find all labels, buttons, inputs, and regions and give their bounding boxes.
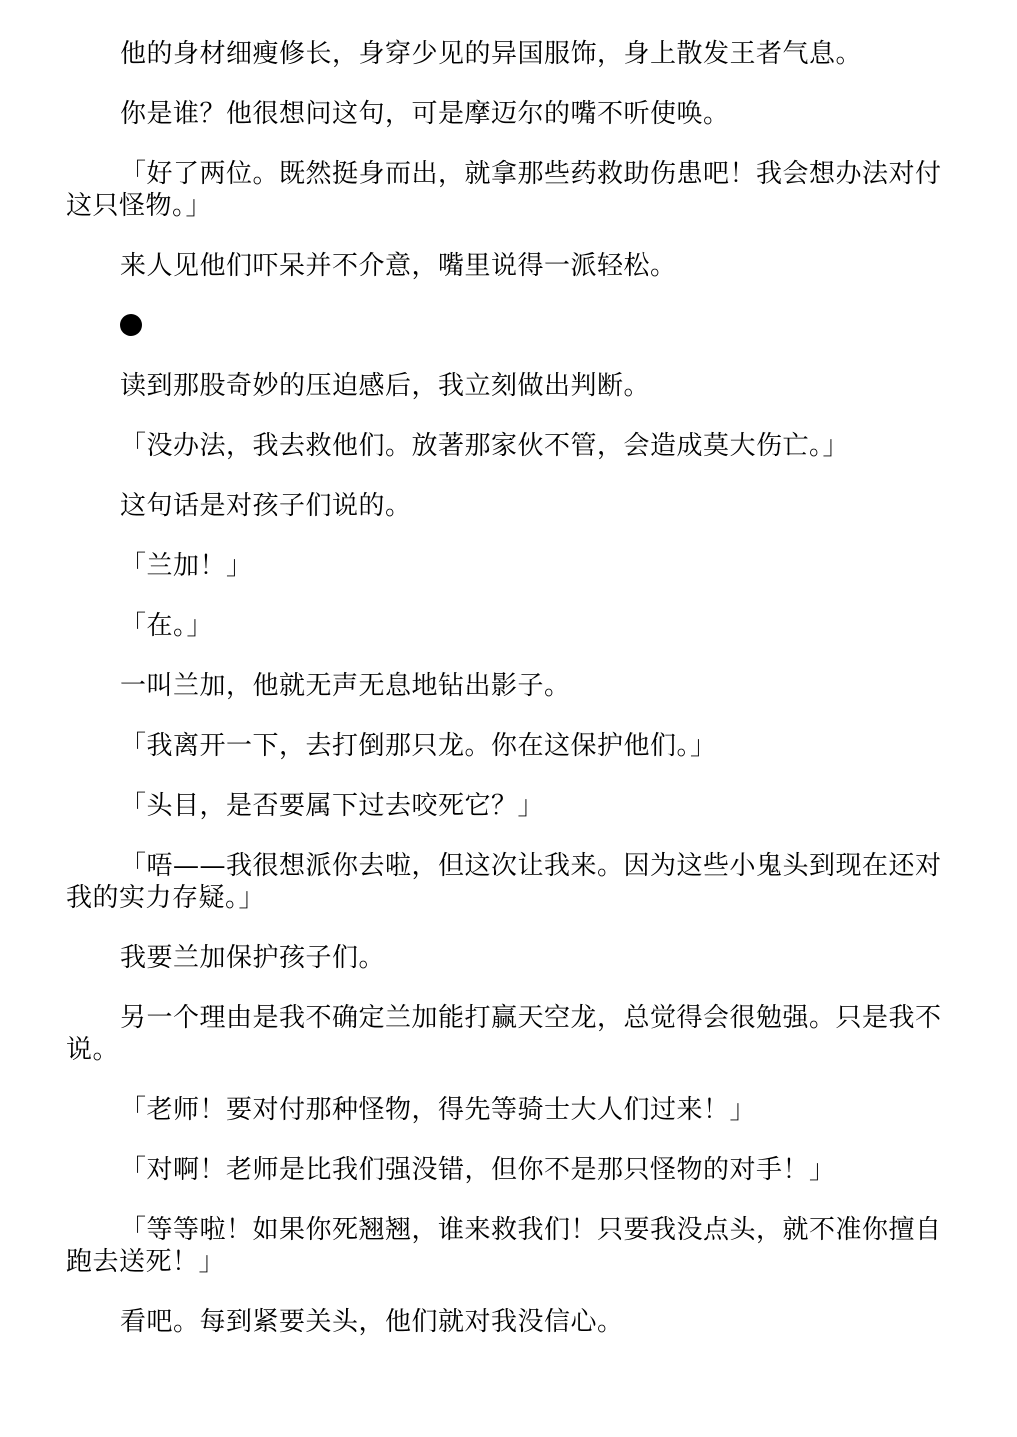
paragraph: 你是谁？他很想问这句，可是摩迈尔的嘴不听使唤。: [120, 99, 730, 129]
paragraph: 「老师！要对付那种怪物，得先等骑士大人们过来！」: [120, 1095, 757, 1125]
bullet-dot-icon: [120, 314, 142, 336]
paragraph: 读到那股奇妙的压迫感后，我立刻做出判断。: [120, 371, 651, 401]
document-page: [66, 38, 946, 1428]
paragraph: 「兰加！」: [120, 551, 253, 581]
paragraph: 一叫兰加，他就无声无息地钻出影子。: [120, 671, 571, 701]
paragraph: 「头目，是否要属下过去咬死它？」: [120, 791, 545, 821]
paragraph: 「等等啦！如果你死翘翘，谁来救我们！只要我没点头，就不准你擅自跑去送死！」: [66, 1215, 942, 1277]
paragraph: 「唔——我很想派你去啦，但这次让我来。因为这些小鬼头到现在还对我的实力存疑。」: [66, 851, 942, 913]
paragraph: 我要兰加保护孩子们。: [120, 943, 386, 973]
paragraph: 看吧。每到紧要关头，他们就对我没信心。: [120, 1307, 624, 1337]
paragraph: 来人见他们吓呆并不介意，嘴里说得一派轻松。: [120, 251, 677, 281]
paragraph: 这句话是对孩子们说的。: [120, 491, 412, 521]
paragraph: 另一个理由是我不确定兰加能打赢天空龙，总觉得会很勉强。只是我不说。: [66, 1003, 942, 1065]
paragraph: 「我离开一下，去打倒那只龙。你在这保护他们。」: [120, 731, 717, 761]
scene-break: [120, 310, 946, 342]
paragraph: 「好了两位。既然挺身而出，就拿那些药救助伤患吧！我会想办法对付这只怪物。」: [66, 159, 942, 221]
paragraph: 「对啊！老师是比我们强没错，但你不是那只怪物的对手！」: [120, 1155, 836, 1185]
paragraph: 「没办法，我去救他们。放著那家伙不管，会造成莫大伤亡。」: [120, 431, 850, 461]
paragraph: 「在。」: [120, 611, 214, 641]
paragraph: 他的身材细瘦修长，身穿少见的异国服饰，身上散发王者气息。: [120, 39, 863, 69]
